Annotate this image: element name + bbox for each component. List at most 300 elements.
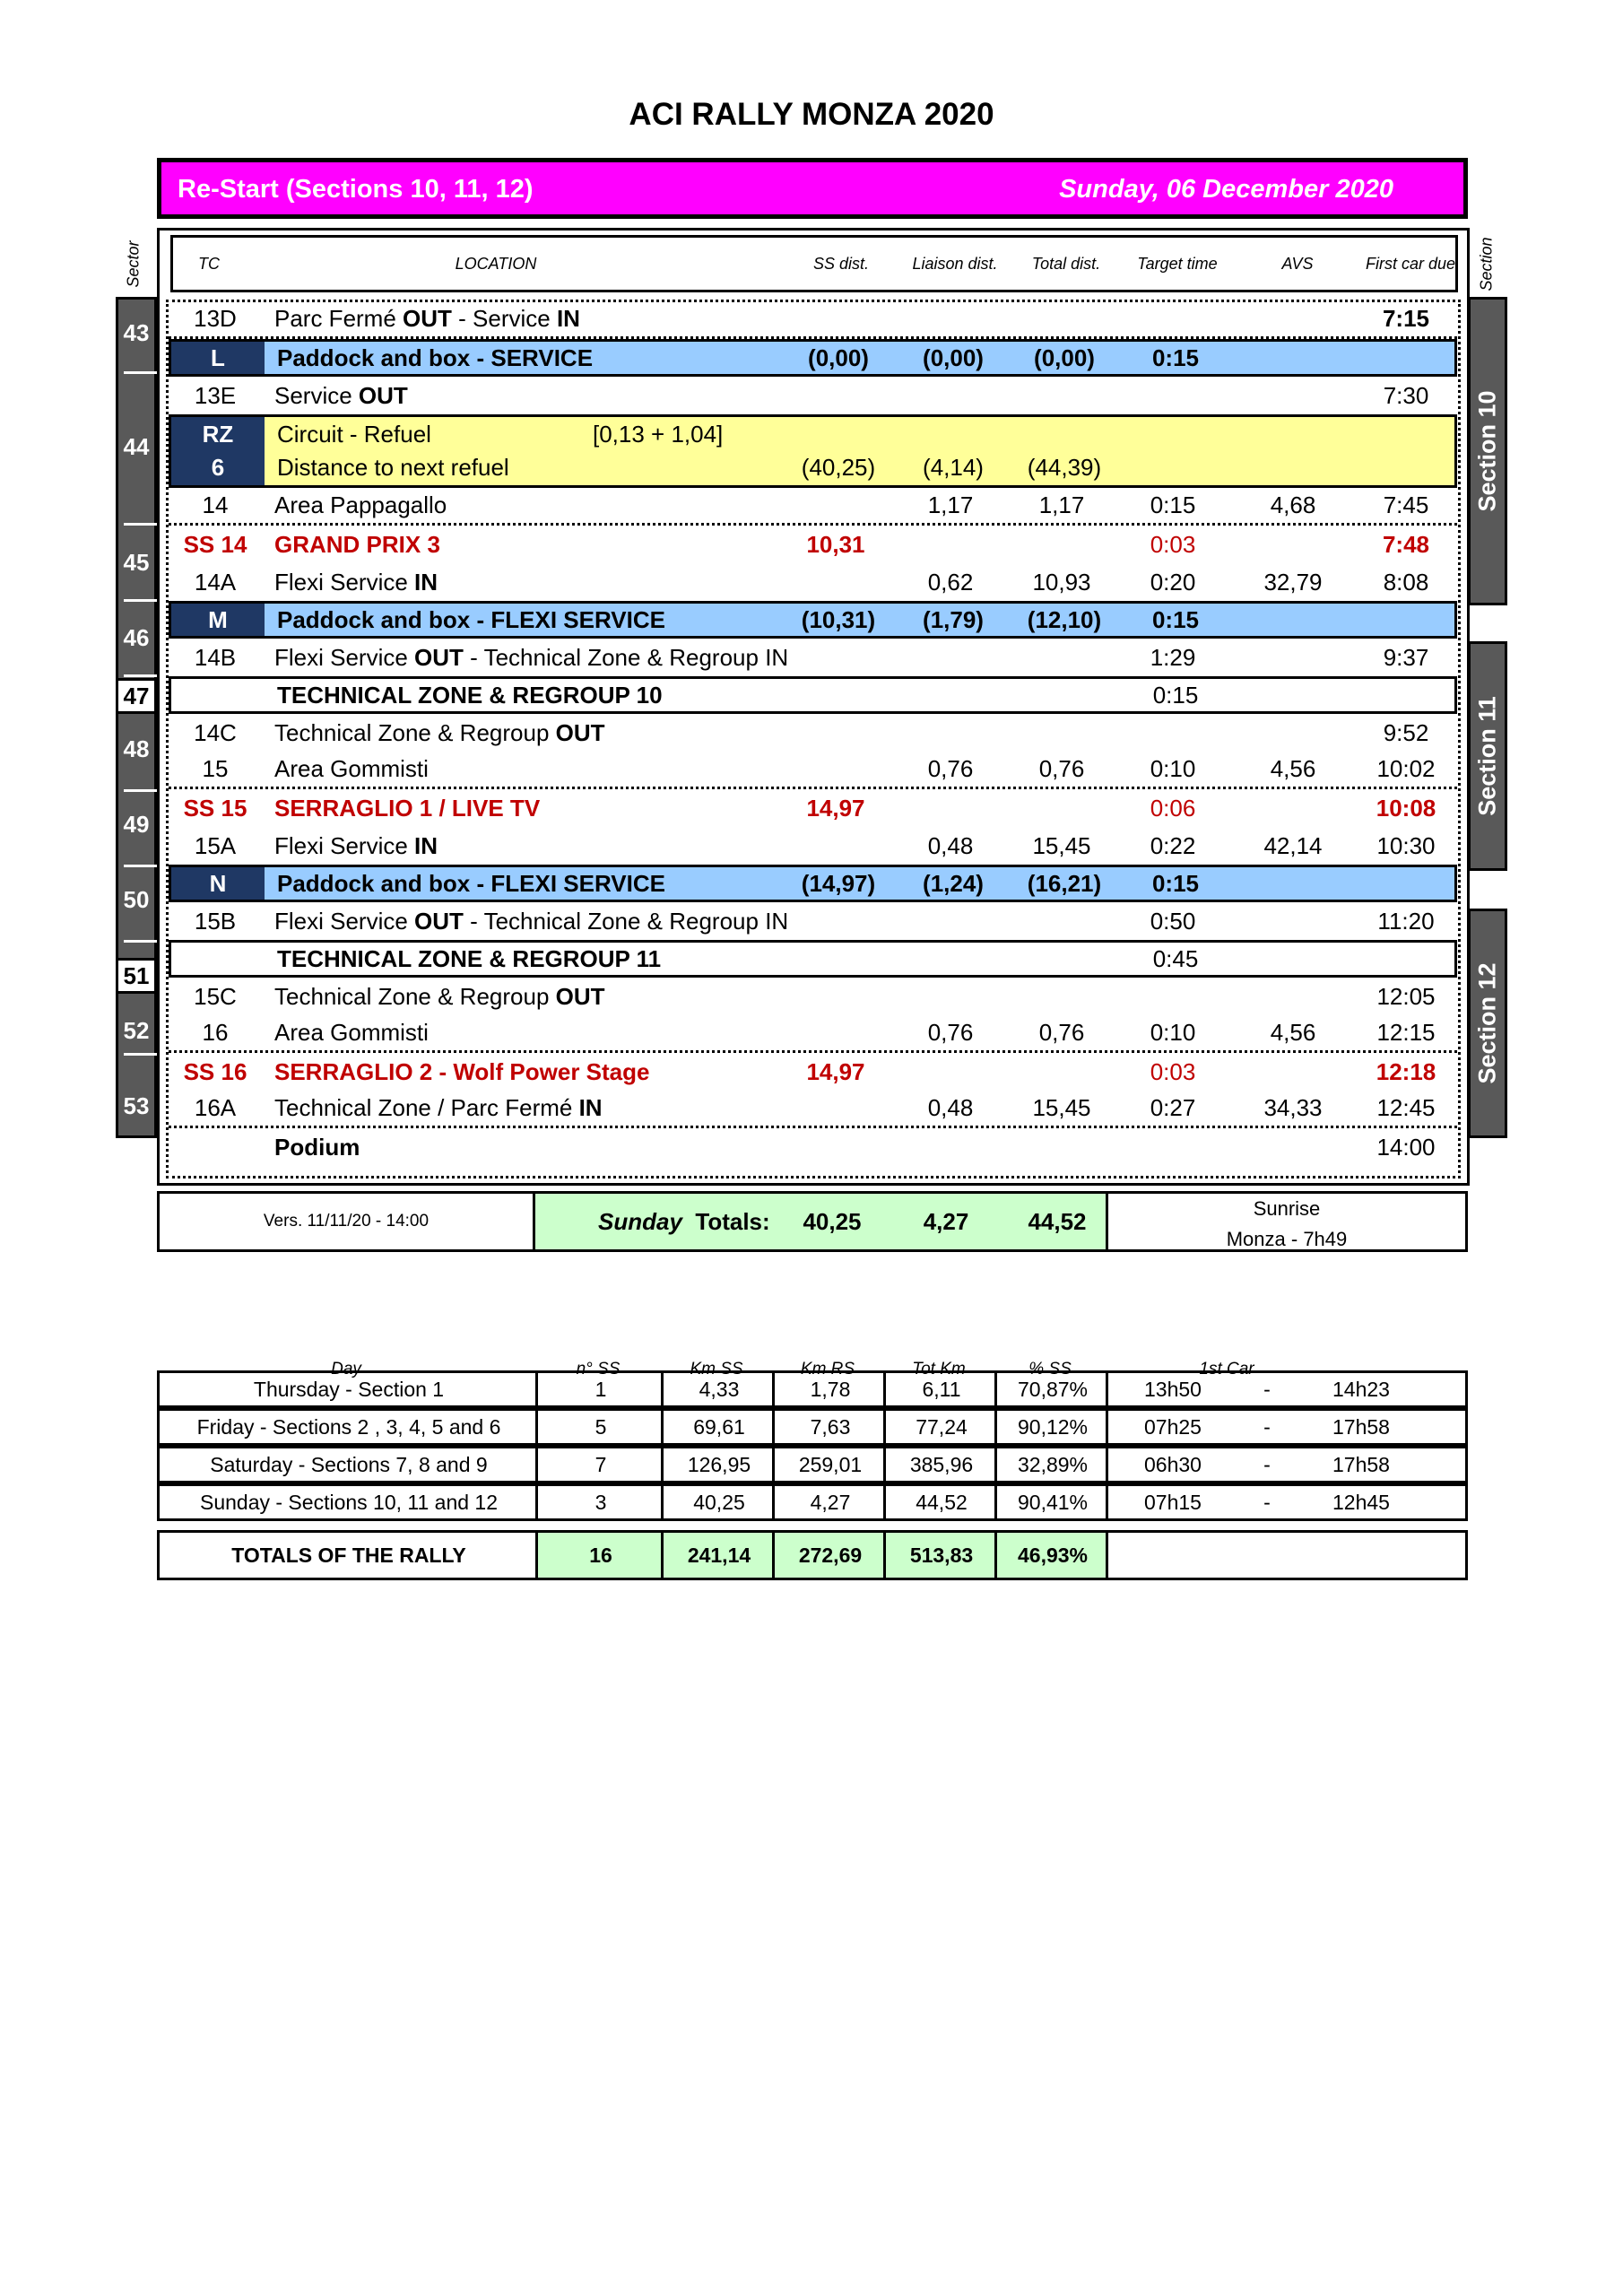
- sector-divider: [124, 940, 157, 943]
- row-target: 0:15: [1152, 681, 1199, 709]
- row-avs: [1228, 377, 1358, 414]
- section-10-box: [1468, 297, 1507, 605]
- totals-ss: 40,25: [803, 1207, 862, 1235]
- row-first: 12:45: [1376, 1094, 1436, 1121]
- row-liaison: 0,76: [927, 755, 974, 782]
- location-part: IN: [414, 831, 438, 859]
- sum-hdr-first: 1st Car: [1199, 1360, 1254, 1378]
- row-total: 0,76: [1038, 1019, 1085, 1046]
- row-location: [274, 1128, 360, 1166]
- row-ss: (10,31): [801, 605, 876, 633]
- row-tc: SS 14: [183, 530, 247, 558]
- summary-nss: 7: [595, 1452, 607, 1476]
- itinerary-row: [169, 526, 1457, 563]
- row-tc: N: [171, 867, 265, 900]
- summary-start: 06h30: [1144, 1452, 1202, 1476]
- summary-sep: -: [1263, 1452, 1271, 1476]
- row-total: [1009, 943, 1120, 975]
- summary-kmrs: 4,27: [810, 1490, 851, 1514]
- row-location: [274, 639, 788, 676]
- row-liaison: (1,24): [923, 869, 984, 897]
- itinerary-row: [169, 301, 1457, 339]
- summary-day: Friday - Sections 2 , 3, 4, 5 and 6: [196, 1414, 501, 1439]
- itinerary-row: [169, 978, 1457, 1015]
- document-title: ACI RALLY MONZA 2020: [629, 97, 994, 132]
- row-total: [1009, 679, 1120, 711]
- row-avs: [1228, 526, 1358, 563]
- row-ss: [777, 563, 895, 601]
- summary-end: 12h45: [1332, 1490, 1390, 1514]
- row-avs: [1231, 679, 1360, 711]
- row-tc: SS 15: [183, 794, 247, 822]
- row-liaison: [895, 978, 1006, 1015]
- row-ss: [777, 1128, 895, 1166]
- row-location: [277, 417, 431, 452]
- row-target: 0:15: [1151, 869, 1200, 897]
- section-12-box: [1468, 909, 1507, 1138]
- row-total: (12,10): [1027, 605, 1102, 633]
- row-tc: 14C: [194, 718, 237, 746]
- row-target: 0:22: [1150, 831, 1196, 859]
- summary-kmrs: 1,78: [810, 1377, 851, 1401]
- summary-start: 13h50: [1144, 1377, 1202, 1401]
- row-ss: [779, 943, 898, 975]
- summary-kmss: 40,25: [693, 1490, 745, 1514]
- itinerary-header: [170, 235, 1458, 292]
- row-location: [277, 867, 665, 900]
- row-liaison: 0,76: [927, 1019, 974, 1046]
- row-liaison: [895, 526, 1006, 563]
- row-target: 0:27: [1150, 1094, 1196, 1121]
- row-tc: 13E: [194, 381, 237, 409]
- row-avs: [1228, 1128, 1358, 1166]
- row-tc: 15C: [194, 982, 237, 1010]
- summary-pss: 46,93%: [1017, 1543, 1088, 1567]
- row-target: [1120, 417, 1231, 452]
- row-tc: M: [171, 604, 265, 636]
- row-avs: [1231, 867, 1360, 900]
- itinerary-row: [169, 676, 1457, 714]
- row-first: 14:00: [1376, 1133, 1436, 1161]
- row-location: [277, 342, 593, 374]
- row-target: 0:06: [1150, 794, 1196, 822]
- location-part: OUT: [358, 381, 408, 409]
- row-liaison: 1,17: [927, 491, 974, 518]
- row-liaison: [895, 714, 1006, 752]
- row-total: [1006, 789, 1117, 827]
- location-part: Distance to next refuel: [277, 454, 509, 481]
- location-part: TECHNICAL ZONE & REGROUP 10: [277, 681, 663, 709]
- row-total: (0,00): [1034, 344, 1095, 371]
- row-tc: RZ: [171, 417, 265, 452]
- itinerary-row: [169, 940, 1457, 978]
- row-ss: [777, 301, 895, 336]
- row-first: 12:15: [1376, 1019, 1436, 1046]
- row-first: [1360, 450, 1457, 485]
- row-avs: [1231, 450, 1360, 485]
- summary-kmss: 4,33: [699, 1377, 740, 1401]
- summary-day: TOTALS OF THE RALLY: [231, 1543, 466, 1567]
- row-avs: 4,56: [1270, 1019, 1316, 1046]
- row-avs: 34,33: [1263, 1094, 1323, 1121]
- row-liaison: (4,14): [923, 454, 984, 481]
- summary-row: [157, 1483, 1468, 1521]
- sector-number: 43: [123, 319, 150, 346]
- summary-day: Saturday - Sections 7, 8 and 9: [210, 1452, 488, 1476]
- row-tc: 14: [202, 491, 229, 518]
- summary-nss: 3: [595, 1490, 607, 1514]
- row-target: 1:29: [1150, 643, 1196, 671]
- row-target: [1117, 714, 1228, 752]
- summary-row: [157, 1446, 1468, 1483]
- location-part: Flexi Service: [274, 643, 415, 671]
- row-ss: 14,97: [806, 1057, 865, 1085]
- row-tc: [169, 1128, 262, 1166]
- location-part: Area Pappagallo: [274, 491, 447, 518]
- location-part: Circuit - Refuel: [277, 421, 431, 448]
- location-part: - Service: [451, 305, 557, 332]
- sunrise-label: Sunrise: [1253, 1197, 1321, 1220]
- row-avs: [1228, 714, 1358, 752]
- row-total: [1006, 902, 1117, 940]
- location-part: Area Gommisti: [274, 755, 429, 782]
- row-liaison: 0,48: [927, 1094, 974, 1121]
- row-liaison: 0,48: [927, 831, 974, 859]
- itinerary-row: [169, 1091, 1457, 1128]
- itinerary-row: [169, 377, 1457, 414]
- row-ss: [777, 639, 895, 676]
- sum-hdr-pss: % SS: [1028, 1360, 1072, 1378]
- hdr-tc: TC: [198, 255, 220, 273]
- sunday-totals-box: [533, 1191, 1108, 1252]
- row-avs: [1231, 943, 1360, 975]
- row-ss: (0,00): [808, 344, 869, 371]
- summary-kmrs: 259,01: [798, 1452, 863, 1476]
- itinerary-row: [169, 1128, 1457, 1166]
- location-part: Flexi Service: [274, 831, 415, 859]
- location-part: GRAND PRIX 3: [274, 530, 440, 558]
- summary-end: 17h58: [1332, 1414, 1390, 1439]
- banner-sections: Re-Start (Sections 10, 11, 12): [178, 175, 534, 204]
- hdr-avs: AVS: [1281, 255, 1314, 273]
- row-first: 8:08: [1383, 568, 1429, 596]
- row-liaison: [895, 902, 1006, 940]
- row-total: [1006, 978, 1117, 1015]
- summary-totkm: 513,83: [909, 1543, 974, 1567]
- row-first: 11:20: [1377, 907, 1435, 935]
- row-avs: [1228, 1053, 1358, 1091]
- sector-number: 47: [116, 678, 157, 714]
- location-part: - Technical Zone & Regroup IN: [463, 643, 789, 671]
- summary-end: 14h23: [1332, 1377, 1390, 1401]
- summary-start: 07h25: [1144, 1414, 1202, 1439]
- row-total: 10,93: [1032, 568, 1091, 596]
- itinerary-row: [169, 414, 1457, 452]
- location-part: OUT: [555, 718, 605, 746]
- row-liaison: [895, 789, 1006, 827]
- row-target: [1117, 301, 1228, 336]
- row-first: 12:05: [1376, 982, 1436, 1010]
- row-ss: [777, 752, 895, 787]
- row-target: 0:50: [1150, 907, 1196, 935]
- row-avs: [1231, 342, 1360, 374]
- row-location: [277, 450, 509, 485]
- summary-day: Sunday - Sections 10, 11 and 12: [199, 1490, 499, 1514]
- summary-nss: 1: [595, 1377, 607, 1401]
- location-part: TECHNICAL ZONE & REGROUP 11: [277, 944, 662, 972]
- summary-kmrs: 7,63: [810, 1414, 851, 1439]
- row-avs: 42,14: [1263, 831, 1323, 859]
- row-total: (16,21): [1027, 869, 1102, 897]
- row-note: [0,13 + 1,04]: [593, 421, 724, 448]
- row-tc: 14B: [194, 643, 237, 671]
- row-liaison: [898, 679, 1009, 711]
- row-avs: [1228, 301, 1358, 336]
- row-target: [1120, 450, 1231, 485]
- row-total: [1006, 526, 1117, 563]
- row-target: 0:15: [1151, 605, 1200, 633]
- sunrise-box: [1106, 1191, 1468, 1252]
- row-avs: 32,79: [1263, 568, 1323, 596]
- row-ss: [777, 377, 895, 414]
- location-part: OUT: [555, 982, 605, 1010]
- sector-divider: [124, 599, 157, 602]
- location-part: IN: [414, 568, 438, 596]
- row-ss: [777, 902, 895, 940]
- row-ss: [777, 714, 895, 752]
- location-part: IN: [556, 305, 580, 332]
- row-first: [1360, 604, 1457, 636]
- row-ss: [777, 978, 895, 1015]
- sum-hdr-kmss: Km SS: [690, 1360, 743, 1378]
- row-location: [274, 1053, 649, 1091]
- hdr-target: Target time: [1137, 255, 1218, 273]
- row-ss: [779, 417, 898, 452]
- summary-pss: 32,89%: [1017, 1452, 1088, 1476]
- sector-bar: [116, 297, 157, 1138]
- row-location: [277, 679, 663, 711]
- row-first: [1360, 417, 1457, 452]
- row-first: 7:48: [1382, 530, 1430, 558]
- sector-number: 48: [123, 735, 150, 762]
- row-tc: SS 16: [183, 1057, 247, 1085]
- section-11-box: [1468, 641, 1507, 871]
- row-tc: 16: [202, 1019, 229, 1046]
- location-part: Service: [274, 381, 359, 409]
- row-location: [274, 789, 540, 827]
- row-location: [274, 1091, 603, 1126]
- banner-date: Sunday, 06 December 2020: [1059, 175, 1393, 204]
- row-location: [277, 943, 661, 975]
- summary-nss: 5: [595, 1414, 607, 1439]
- row-total: 1,17: [1038, 491, 1085, 518]
- row-first: 10:08: [1376, 794, 1436, 822]
- row-first: 10:30: [1376, 831, 1436, 859]
- restart-banner: [157, 158, 1468, 219]
- location-part: Flexi Service: [274, 568, 415, 596]
- sunrise-time: Monza - 7h49: [1226, 1228, 1348, 1250]
- itinerary-row: [169, 450, 1457, 488]
- row-total: [1006, 301, 1117, 336]
- row-first: 9:52: [1383, 718, 1429, 746]
- row-total: [1006, 1128, 1117, 1166]
- row-liaison: [895, 377, 1006, 414]
- row-tc: [171, 943, 265, 975]
- row-first: 7:15: [1382, 305, 1430, 332]
- row-tc: 6: [171, 450, 265, 485]
- row-target: 0:20: [1150, 568, 1196, 596]
- row-target: 0:15: [1151, 344, 1200, 371]
- row-total: (44,39): [1027, 454, 1102, 481]
- location-part: SERRAGLIO 1 / LIVE TV: [274, 794, 541, 822]
- row-liaison: [895, 1053, 1006, 1091]
- row-target: 0:10: [1150, 755, 1196, 782]
- row-total: [1009, 417, 1120, 452]
- row-location: [274, 526, 440, 563]
- row-location: [274, 902, 788, 940]
- row-first: [1360, 679, 1457, 711]
- row-location: [274, 978, 605, 1015]
- section-11-label: Section 11: [1473, 696, 1501, 816]
- row-tc: 14A: [194, 568, 237, 596]
- location-part: Paddock and box - FLEXI SERVICE: [277, 869, 665, 897]
- row-first: [1360, 867, 1457, 900]
- itinerary-row: [169, 902, 1457, 940]
- hdr-location: LOCATION: [455, 255, 537, 273]
- itinerary-row: [169, 563, 1457, 601]
- itinerary-row: [169, 1053, 1457, 1091]
- hdr-total: Total dist.: [1031, 255, 1101, 273]
- sector-label: Sector: [124, 240, 143, 288]
- row-liaison: (0,00): [923, 344, 984, 371]
- itinerary-row: [169, 789, 1457, 827]
- row-total: [1006, 377, 1117, 414]
- summary-kmss: 241,14: [687, 1543, 751, 1567]
- row-total: [1006, 639, 1117, 676]
- location-part: Podium: [274, 1133, 360, 1161]
- row-target: 0:45: [1152, 944, 1199, 972]
- row-avs: 4,68: [1270, 491, 1316, 518]
- summary-totkm: 385,96: [909, 1452, 974, 1476]
- row-ss: (40,25): [801, 454, 876, 481]
- location-part: Flexi Service: [274, 907, 415, 935]
- summary-row: [157, 1370, 1468, 1408]
- summary-nss: 16: [589, 1543, 612, 1567]
- sum-hdr-kmrs: Km RS: [800, 1360, 855, 1378]
- row-tc: 15B: [194, 907, 237, 935]
- summary-kmss: 69,61: [693, 1414, 745, 1439]
- row-avs: [1228, 902, 1358, 940]
- row-tc: 15: [202, 755, 229, 782]
- row-first: 12:18: [1376, 1057, 1436, 1085]
- row-first: 9:37: [1383, 643, 1429, 671]
- version-box: [157, 1191, 535, 1252]
- section-label: Section: [1477, 237, 1496, 291]
- sector-divider: [124, 865, 157, 867]
- row-tc: [171, 679, 265, 711]
- row-first: [1360, 342, 1457, 374]
- sector-number: 49: [123, 811, 150, 838]
- location-part: Technical Zone / Parc Fermé: [274, 1094, 579, 1121]
- row-ss: [777, 1091, 895, 1126]
- itinerary-row: [169, 714, 1457, 752]
- row-target: 0:03: [1150, 1057, 1196, 1085]
- itinerary-row: [169, 827, 1457, 865]
- row-ss: (14,97): [801, 869, 876, 897]
- row-target: 0:03: [1150, 530, 1196, 558]
- row-liaison: 0,62: [927, 568, 974, 596]
- summary-end: 17h58: [1332, 1452, 1390, 1476]
- row-location: [274, 1015, 429, 1050]
- row-first: [1360, 943, 1457, 975]
- section-12-label: Section 12: [1473, 962, 1501, 1084]
- row-location: [274, 301, 580, 336]
- sector-divider: [124, 789, 157, 792]
- summary-kmrs: 272,69: [798, 1543, 863, 1567]
- row-avs: [1231, 417, 1360, 452]
- location-part: OUT: [403, 305, 452, 332]
- sum-hdr-totkm: Tot Km: [912, 1360, 966, 1378]
- summary-row: [157, 1408, 1468, 1446]
- sector-number: 53: [123, 1092, 150, 1119]
- row-avs: [1228, 789, 1358, 827]
- sector-number: 46: [123, 624, 150, 651]
- row-location: [274, 377, 408, 414]
- summary-pss: 90,12%: [1017, 1414, 1088, 1439]
- row-location: [274, 563, 438, 601]
- itinerary-row: [169, 752, 1457, 789]
- row-ss: 14,97: [806, 794, 865, 822]
- row-location: [277, 604, 665, 636]
- row-location: [274, 827, 438, 865]
- itinerary-row: [169, 488, 1457, 526]
- row-total: 0,76: [1038, 755, 1085, 782]
- row-tc: 16A: [194, 1094, 237, 1121]
- row-target: 0:10: [1150, 1019, 1196, 1046]
- row-liaison: [895, 301, 1006, 336]
- sector-number: 51: [116, 958, 157, 994]
- sum-hdr-nss: n° SS: [576, 1360, 621, 1378]
- itinerary-row: [169, 1015, 1457, 1053]
- itinerary-row: [169, 601, 1457, 639]
- itinerary-row: [169, 865, 1457, 902]
- location-part: OUT: [414, 907, 464, 935]
- location-part: Paddock and box - SERVICE: [277, 344, 594, 371]
- row-avs: [1231, 604, 1360, 636]
- location-part: - Technical Zone & Regroup IN: [463, 907, 789, 935]
- row-tc: 13D: [194, 305, 237, 332]
- row-total: 15,45: [1032, 1094, 1091, 1121]
- location-part: Technical Zone & Regroup: [274, 982, 556, 1010]
- itinerary-row: [169, 639, 1457, 676]
- sector-divider: [124, 371, 157, 374]
- summary-totkm: 6,11: [922, 1377, 961, 1401]
- row-avs: [1228, 639, 1358, 676]
- hdr-liaison: Liaison dist.: [912, 255, 998, 273]
- row-target: [1117, 978, 1228, 1015]
- summary-sep: -: [1263, 1377, 1271, 1401]
- row-tc: L: [171, 342, 265, 374]
- itinerary-row: [169, 339, 1457, 377]
- row-avs: [1228, 978, 1358, 1015]
- sector-divider: [124, 1053, 157, 1056]
- summary-start: 07h15: [1144, 1490, 1202, 1514]
- location-part: IN: [578, 1094, 603, 1121]
- sector-number: 45: [123, 549, 150, 576]
- summary-pss: 70,87%: [1017, 1377, 1088, 1401]
- summary-day: Thursday - Section 1: [253, 1377, 445, 1401]
- row-target: [1117, 1128, 1228, 1166]
